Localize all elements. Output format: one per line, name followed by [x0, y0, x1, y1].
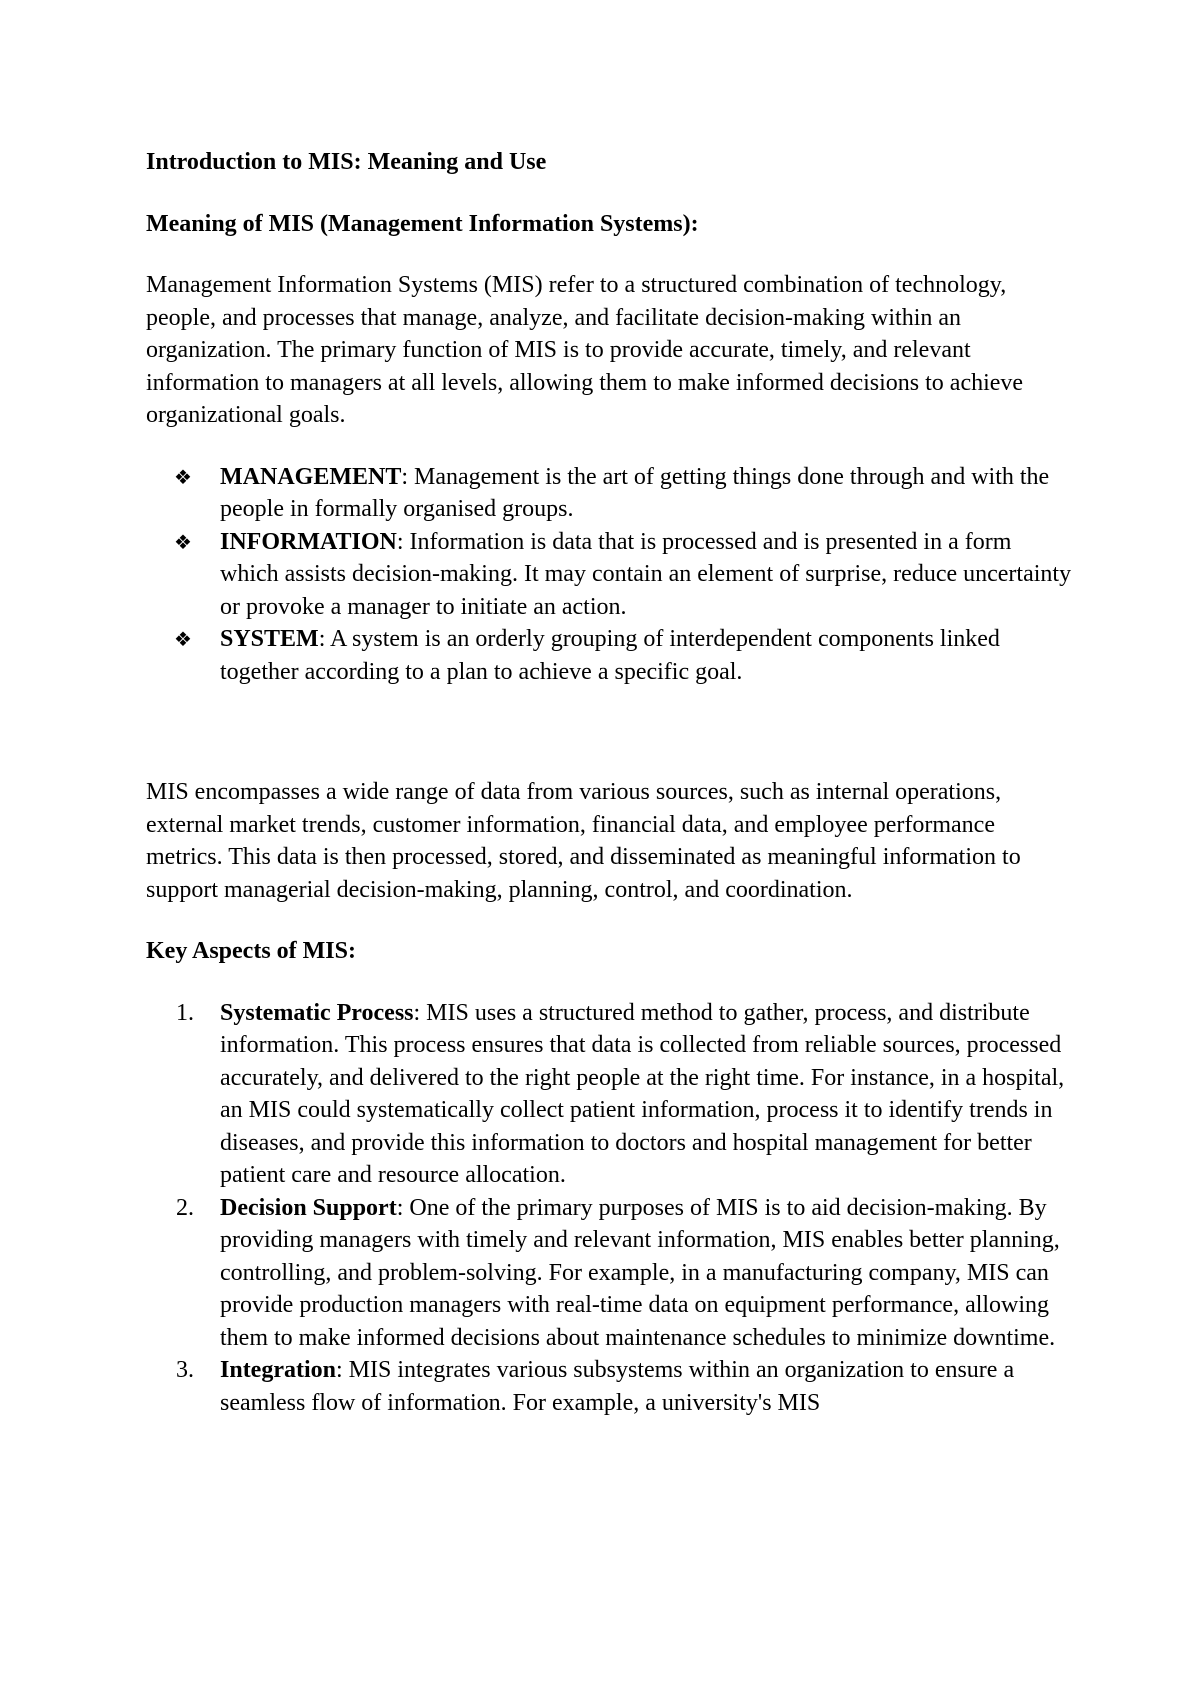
- aspect-text: : MIS integrates various subsystems within an organization to ensure a seamless flow of information. For example, a university's MIS: [220, 1357, 1015, 1416]
- key-aspects-heading: Key Aspects of MIS:: [146, 938, 356, 964]
- aspect-term: Integration: [220, 1357, 336, 1383]
- list-item: [146, 461, 1076, 526]
- list-item: [146, 1354, 1076, 1419]
- aspect-text: : One of the primary purposes of MIS is to aid decision-making. By providing managers with timely and relevant information, MIS enables better planning, controlling, and problem-solving. For example, in a manufacturing company, MIS can provide production managers with real-time data on equipment performance, allowing them to make informed decisions about maintenance schedules to minimize downtime.: [220, 1194, 1060, 1351]
- intro-paragraph: Management Information Systems (MIS) refer to a structured combination of technology, people, and processes that manage, analyze, and facilitate decision-making within an organization. The primary function of MIS is to provide accurate, timely, and relevant information to managers at all levels, allowing them to make informed decisions to achieve organizational goals.: [146, 272, 1024, 428]
- bullet-term: MANAGEMENT: [220, 463, 402, 490]
- bullet-term: SYSTEM: [220, 626, 319, 652]
- definition-list: [146, 461, 1076, 689]
- aspect-text: : MIS uses a structured method to gather, process, and distribute information. This process ensures that data is collected from reliable sources, processed accurately, and delivered to the right people at the right time. For instance, in a hospital, an MIS could systematically collect patient information, process it to identify trends in diseases, and provide this information to doctors and hospital management for better patient care and resource allocation.: [220, 999, 1065, 1188]
- diamond-bullet-icon: ❖: [174, 464, 192, 489]
- diamond-bullet-icon: ❖: [174, 627, 192, 651]
- key-aspects-list: [146, 997, 1076, 1420]
- item-number: 3.: [176, 1357, 194, 1383]
- aspect-term: Decision Support: [220, 1194, 397, 1221]
- bullet-text: : Management is the art of getting things done through and with the people in formally organised groups.: [220, 463, 1050, 522]
- meaning-heading: Meaning of MIS (Management Information Systems):: [146, 210, 699, 237]
- bullet-text: : Information is data that is processed and is presented in a form which assists decision-making. It may contain an element of surprise, reduce uncertainty or provoke a manager to initiate an action.: [220, 528, 1072, 620]
- bullet-text: : A system is an orderly grouping of interdependent components linked together according to a plan to achieve a specific goal.: [220, 626, 1000, 685]
- document-body: [146, 146, 1076, 1419]
- item-number: 2.: [176, 1194, 194, 1221]
- diamond-bullet-icon: ❖: [174, 529, 192, 554]
- list-item: [146, 526, 1076, 624]
- item-number: 1.: [176, 999, 194, 1026]
- bullet-term: INFORMATION: [220, 528, 397, 555]
- encompass-paragraph: MIS encompasses a wide range of data from various sources, such as internal operations, external market trends, customer information, financial data, and employee performance metrics. This data is then processed, stored, and disseminated as meaningful information to support managerial decision-making, planning, control, and coordination.: [146, 779, 1021, 903]
- list-item: [146, 997, 1076, 1192]
- list-item: [146, 1192, 1076, 1355]
- list-item: [146, 623, 1076, 688]
- document-title: Introduction to MIS: Meaning and Use: [146, 149, 547, 175]
- aspect-term: Systematic Process: [220, 999, 414, 1026]
